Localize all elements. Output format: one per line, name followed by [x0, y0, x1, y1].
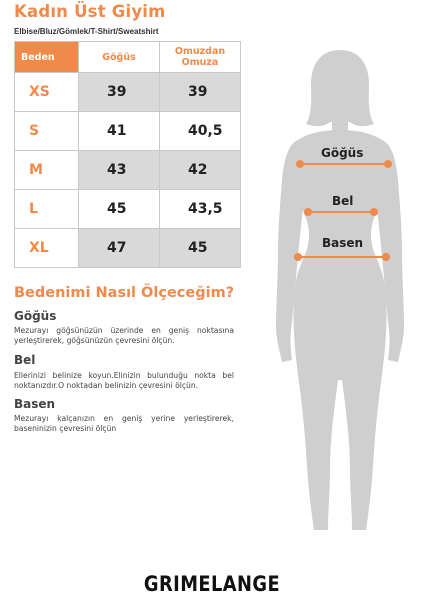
hip-instructions: Mezurayı kalçanızın en geniş yerine yerleştirerek, baseninizin çevresini ölçün [14, 414, 234, 433]
shoulder-cell: 39 [160, 73, 241, 112]
table-row [15, 229, 241, 268]
size-cell: S [15, 112, 79, 151]
column-header-shoulder-text: Omuzdan Omuza [174, 46, 226, 68]
waist-instructions: Ellerinizi belinize koyun.Elinizin bulunduğu nokta bel noktanızdır.O noktadan belinizin çevresini ölçün. [14, 371, 234, 390]
size-cell: XS [15, 73, 79, 112]
page-title: Kadın Üst Giyim [14, 2, 166, 21]
chest-cell: 39 [79, 73, 160, 112]
chest-instructions: Mezurayı göğsünüzün üzerinde en geniş noktasına yerleştirerek, göğsünüzün çevresini ölçün. [14, 326, 234, 345]
column-header-shoulder [160, 42, 241, 73]
hip-measure-label: Basen [322, 236, 364, 250]
body-silhouette [270, 40, 410, 545]
chest-cell: 43 [79, 151, 160, 190]
table-row [15, 73, 241, 112]
size-table [14, 41, 241, 268]
chest-measure-label: Göğüs [321, 146, 364, 160]
chest-cell: 41 [79, 112, 160, 151]
table-row [15, 190, 241, 229]
size-cell: M [15, 151, 79, 190]
waist-measure-label: Bel [332, 194, 354, 208]
table-header-row [15, 42, 241, 73]
brand-logo: GRIMELANGE [143, 572, 281, 596]
shoulder-cell: 40,5 [160, 112, 241, 151]
shoulder-cell: 43,5 [160, 190, 241, 229]
chest-heading: Göğüs [14, 309, 57, 323]
column-header-chest: Göğüs [79, 42, 160, 73]
column-header-size: Beden [15, 42, 79, 73]
chest-cell: 45 [79, 190, 160, 229]
size-cell: XL [15, 229, 79, 268]
guide-title: Bedenimi Nasıl Ölçeceğim? [14, 285, 235, 301]
table-row [15, 151, 241, 190]
page-subtitle: Elbise/Bluz/Gömlek/T-Shirt/Sweatshirt [14, 27, 159, 36]
shoulder-cell: 42 [160, 151, 241, 190]
waist-heading: Bel [14, 353, 36, 367]
hip-heading: Basen [14, 397, 56, 411]
chest-cell: 47 [79, 229, 160, 268]
table-row [15, 112, 241, 151]
size-cell: L [15, 190, 79, 229]
shoulder-cell: 45 [160, 229, 241, 268]
